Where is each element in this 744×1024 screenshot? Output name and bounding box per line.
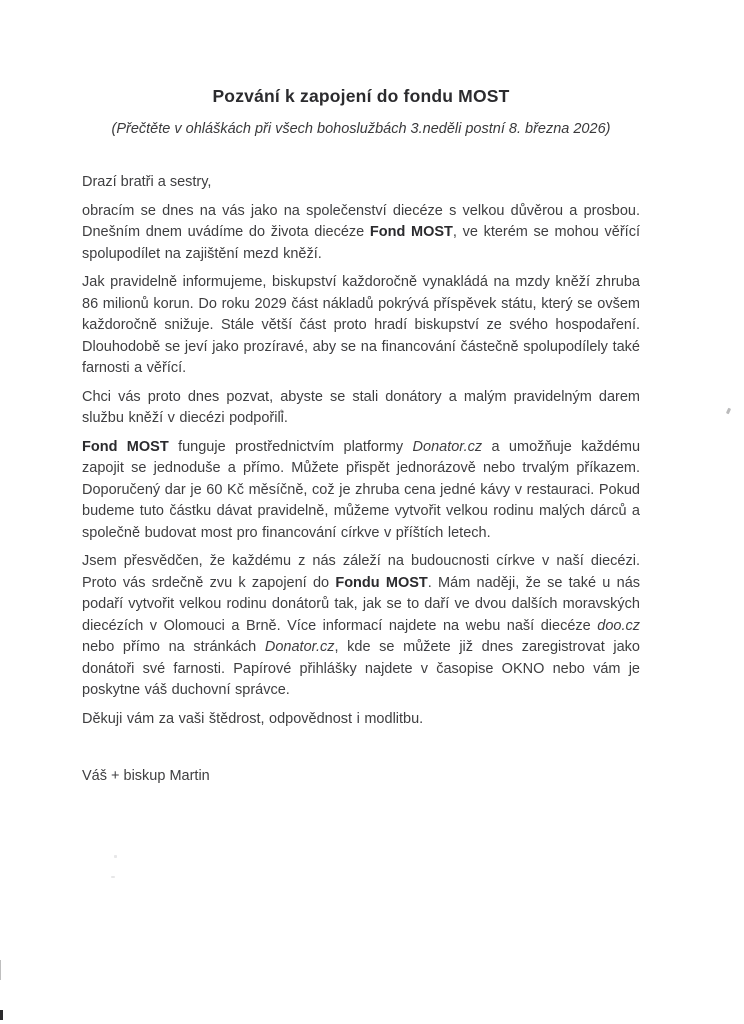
letter-subtitle: (Přečtěte v ohláškách při všech bohoslužbách 3.neděli postní 8. března 2026) (111, 121, 611, 137)
paragraph-pozvani-donatori: Chci vás proto dnes pozvat, abyste se stali donátory a malým pravidelným darem službu kněží v diecézi podpořili. (82, 388, 640, 426)
paragraph-donator-platforma: Fond MOST funguje prostřednictvím platformy Donator.cz a umožňuje každému zapojit se jednoduše a přímo. Můžete přispět jednorázově nebo trvalým příkazem. Doporučený dar je 60 Kč měsíčně, což je zhruba cena jedné kávy v restauraci. Pokud budeme tuto částku dávat pravidelně, můžeme vytvořit velkou rodinu malých dárců a společně budovat most pro financování církve v příštích letech. (82, 438, 641, 541)
paragraph-presvedceni-registrace: Jsem přesvědčen, že každému z nás záleží na budoucnosti církve v naší diecézi. Proto vás srdečně zvu k zapojení do Fondu MOST. Mám naději, že se také u nás podaří vytvořit velkou rodinu donátorů tak, jak se to daří ve dvou dalších moravských diecézích v Olomouci a Brně. Více informací najdete na webu naší diecéze doo.cz nebo přímo na stránkách Donator.cz, kde se můžete již dnes zaregistrovat jako donátoři své farnosti. Papírové přihlášky najdete v časopise OKNO nebo vám je poskytne váš duchovní správce. (82, 553, 641, 698)
paragraph-intro-fond-most: obracím se dnes na vás jako na společenství diecéze s velkou důvěrou a prosbou. Dnešním dnem uvádíme do života diecéze Fond MOST, ve kterém se mohou věřící spolupodílet na zajištění mezd kněží. (82, 202, 640, 262)
scan-corner-mark (0, 1010, 3, 1020)
scan-speck (111, 876, 115, 878)
closing-line: Děkuji vám za vaši štědrost, odpovědnost i modlitbu. (82, 710, 424, 727)
letter-title: Pozvání k zapojení do fondu MOST (212, 86, 510, 106)
scan-speck (114, 855, 117, 858)
scan-speck (726, 408, 731, 415)
salutation: Drazí bratři a sestry, (82, 174, 212, 190)
signature: Váš + biskup Martin (82, 768, 210, 784)
paragraph-biskupstvi-naklady: Jak pravidelně informujeme, biskupství každoročně vynakládá na mzdy kněží zhruba 86 milionů korun. Do roku 2029 část nákladů pokrývá příspěvek státu, který se ovšem každoročně snižuje. Stále větší část proto hradí biskupství ze svého hospodaření. Dlouhodobě se jeví jako prozíravé, aby se na financování částečně spolupodílely také farnosti a věřící. (82, 274, 640, 376)
scan-edge-shadow (0, 960, 1, 980)
